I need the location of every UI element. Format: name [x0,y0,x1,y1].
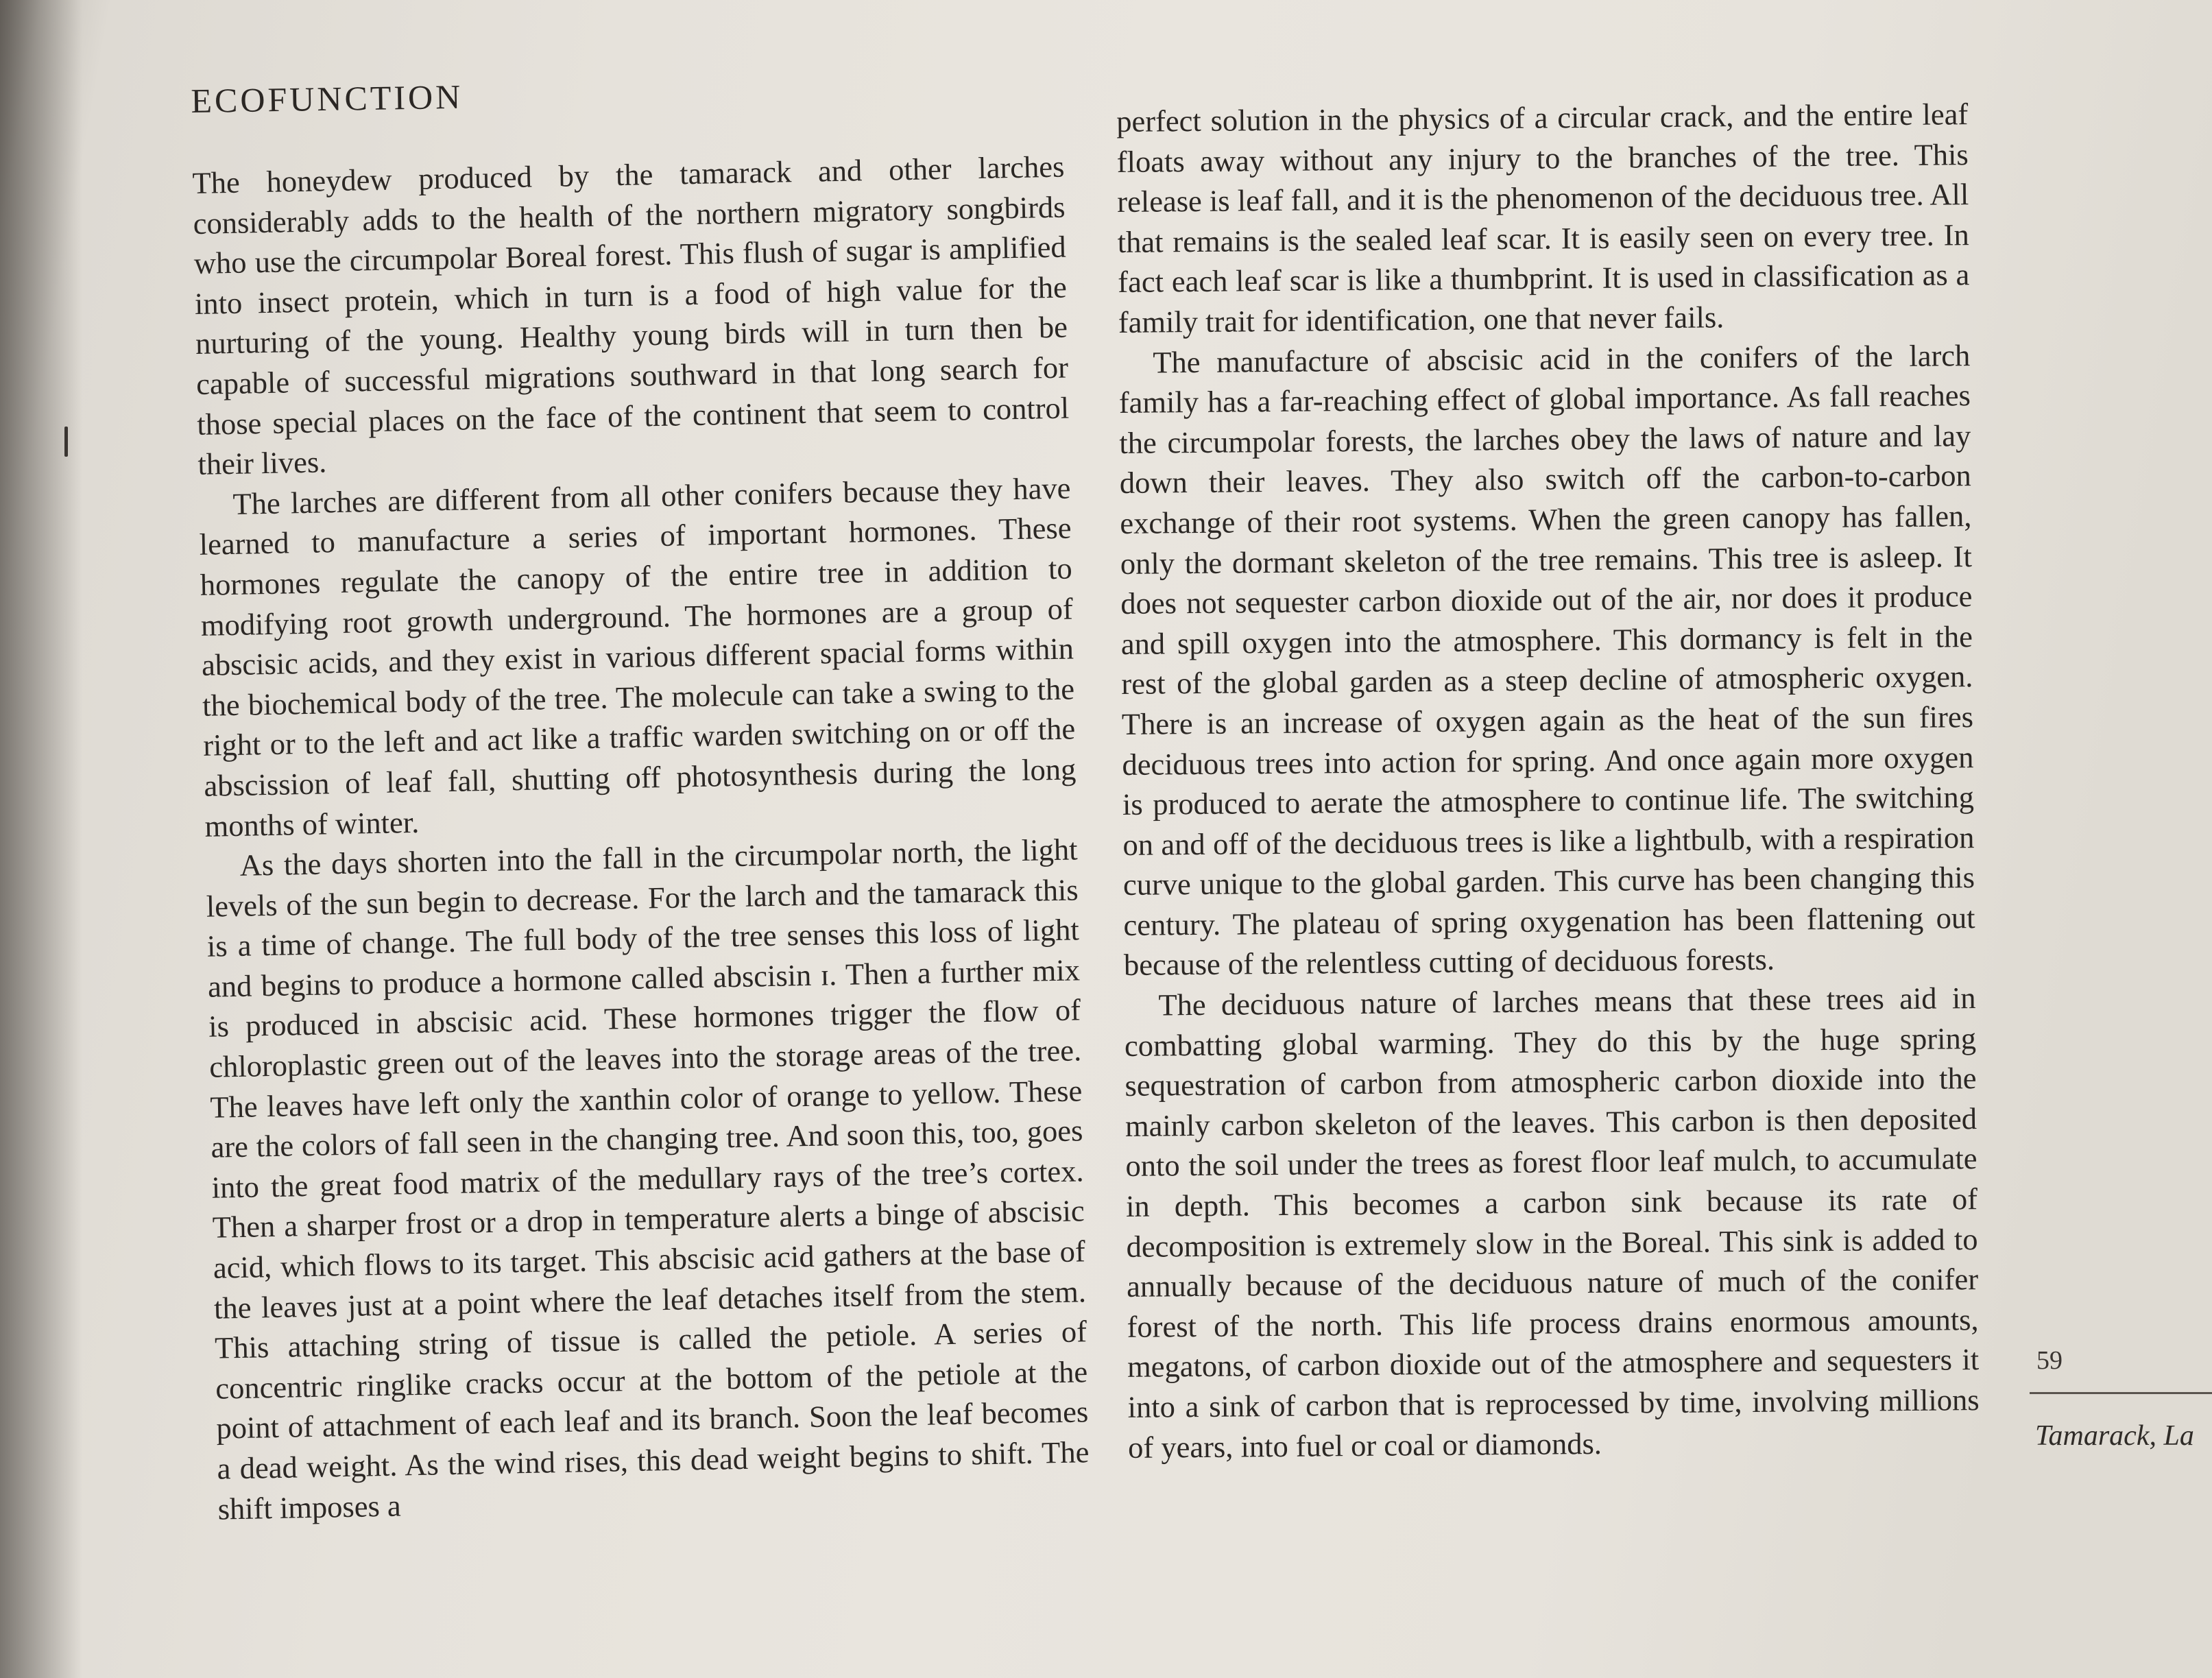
paragraph: perfect solution in the physics of a circular crack, and the entire leaf floats away without any injury to the branches of the tree. This release is leaf fall, and it is the phenomenon of the deciduous tree. All that remains is the sealed leaf scar. It is easily seen on every tree. In fact each leaf scar is like a thumbprint. It is used in classification as a family trait for identification, one that never fails. [1116,97,1970,339]
right-column [1116,94,1981,1583]
figure-caption: Tamarack, La [2035,1420,2194,1452]
paragraph: The manufacture of abscisic acid in the conifers of the larch family has a far-reaching effect of global importance. As fall reaches the circumpolar forests, the larches obey the laws of nature and lay down their leaves. They also switch off the carbon-to-carbon exchange of their root systems. When the green canopy has fallen, only the dormant skeleton of the tree remains. This tree is asleep. It does not sequester carbon dioxide out of the air, nor does it produce and spill oxygen into the atmosphere. This dormancy is felt in the rest of the global garden as a steep decline of atmospheric oxygen. There is an increase of oxygen again as the heat of the sun fires deciduous trees into action for spring. And once again more oxygen is produced to aerate the atmosphere to continue life. The switching on and off of the deciduous trees is like a lightbulb, with a respiration curve unique to the global garden. This curve has been changing this century. The plateau of spring oxygenation has been flattening out because of the relentless cutting of deciduous forests. [1118,337,1975,983]
caption-rule [2030,1392,2212,1394]
paragraph: The deciduous nature of larches means that these trees aid in combatting global warming. They do this by the huge spring sequestration of carbon from atmospheric carbon dioxide into the mainly carbon skeleton of the leaves. This carbon is then deposited onto the soil under the trees as forest floor leaf mulch, to accumulate in depth. This becomes a carbon sink because its rate of decomposition is extremely slow in the Boreal. This sink is added to annually because of the deciduous nature of much of the conifer forest of the north. This life process drains enormous amounts, megatons, of carbon dioxide out of the atmosphere and sequesters it into a sink of carbon that is reprocessed by time, involving millions of years, into fuel or coal or diamonds. [1124,981,1980,1465]
margin-mark [64,427,68,457]
left-column [192,147,1092,1603]
gutter-shadow [0,0,82,1678]
paragraph: The larches are different from all other conifers because they have learned to manufacture a series of important hormones. These hormones regulate the canopy of the entire tree in addition to modifying root growth underground. The hormones are a group of abscisic acids, and they exist in various different spacial forms within the biochemical body of the tree. The molecule can take a swing to the right or to the left and act like a traffic warden switching on or off the abscission of leaf fall, shutting off photosynthesis during the long months of winter. [199,470,1077,843]
paragraph: The honeydew produced by the tamarack and other larches considerably adds to the health of the northern migratory songbirds who use the circumpolar Boreal forest. This flush of sugar is amplified into insect protein, which in turn is a food of high value for the nurturing of the young. Healthy young birds will in turn then be capable of successful migrations southward in that long search for those special places on the face of the continent that seem to control their lives. [192,149,1070,482]
paragraph: As the days shorten into the fall in the circumpolar north, the light levels of the sun begin to decrease. For the larch and the tamarack this is a time of change. The full body of the tree senses this loss of light and begins to produce a hormone called abscisin ɪ. Then a further mix is produced in abscisic acid. These hormones trigger the flow of chloroplastic green out of the leaves into the storage areas of the tree. The leaves have left only the xanthin color of orange to yellow. These are the colors of fall seen in the changing tree. And soon this, too, goes into the great food matrix of the medullary rays of the tree’s cortex. Then a sharper frost or a drop in temperature alerts a binge of abscisic acid, which flows to its target. This abscisic acid gathers at the base of the leaves just at a point where the leaf detaches itself from the stem. This attaching string of tissue is called the petiole. A series of concentric ringlike cracks occur at the bottom of the petiole at the point of attachment of each leaf and its branch. Soon the leaf becomes a dead weight. As the wind rises, this dead weight begins to shift. The shift imposes a [206,832,1090,1526]
page-number: 59 [2036,1346,2063,1375]
running-head: ECOFUNCTION [191,77,464,120]
